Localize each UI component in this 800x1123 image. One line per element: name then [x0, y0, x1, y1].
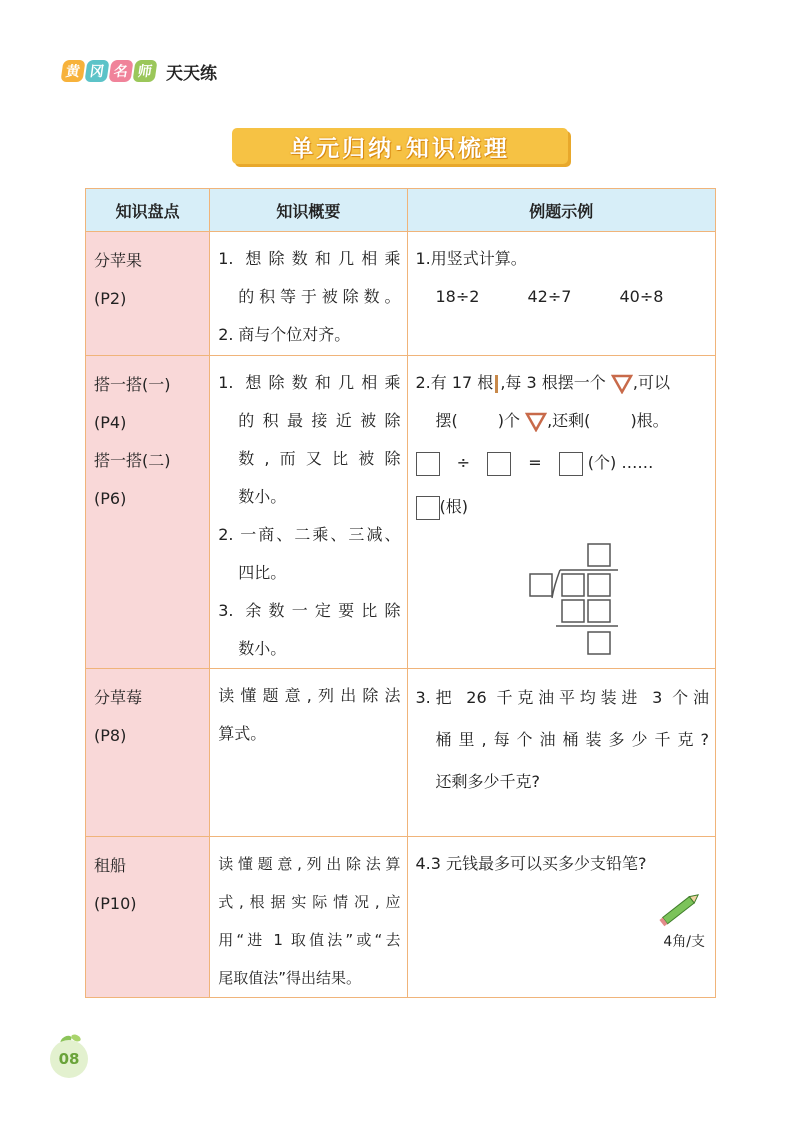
summary-line: 数小。	[238, 639, 287, 658]
brand-char: 师	[132, 60, 157, 82]
summary-line: 1. 想除数和几相乘	[218, 373, 401, 392]
summary-line: 数,而又比被除	[238, 449, 401, 468]
example-question: 1.用竖式计算。	[415, 249, 527, 268]
header-summary: 知识概要	[210, 189, 407, 232]
equation-line: ÷ = (个) ……	[416, 444, 710, 482]
topic-name: 搭一搭(二)	[94, 451, 171, 470]
example-line: 摆( )个 ,还剩( )根。	[435, 411, 669, 430]
summary-line: 四比。	[238, 563, 287, 582]
brand-char: 冈	[84, 60, 109, 82]
section-banner	[232, 128, 568, 164]
brand-logo	[62, 58, 217, 84]
triangle-icon	[611, 374, 633, 394]
topic-cell	[86, 232, 210, 356]
summary-cell	[210, 669, 407, 837]
summary-line: 用“进 1 取值法”或“去	[218, 931, 401, 949]
topic-name: 分苹果	[94, 251, 143, 270]
summary-line: 2. 商与个位对齐。	[218, 325, 351, 344]
summary-line: 2. 一商、二乘、三减、	[218, 525, 401, 544]
summary-line: 1. 想除数和几相乘	[218, 249, 401, 268]
summary-line: 的积等于被除数。	[238, 287, 401, 306]
table-row	[86, 232, 716, 356]
example-line: 还剩多少千克?	[435, 772, 540, 791]
example-cell	[407, 232, 716, 356]
example-question: 4.3 元钱最多可以买多少支铅笔?	[415, 854, 647, 873]
topic-page: (P2)	[94, 289, 127, 308]
pencil-price: 4角/支	[663, 934, 705, 950]
table-header-row	[86, 189, 716, 232]
remainder-line: (根)	[416, 488, 710, 526]
triangle-icon	[525, 412, 547, 432]
header-topic: 知识盘点	[86, 189, 210, 232]
summary-line: 的积最接近被除	[238, 411, 401, 430]
answer-box[interactable]	[416, 496, 440, 520]
topic-page: (P4)	[94, 413, 127, 432]
example-line: 3.把 26 千克油平均装进 3 个油	[415, 688, 709, 707]
long-division-frame	[520, 542, 640, 662]
topic-page: (P8)	[94, 726, 127, 745]
topic-name: 搭一搭(一)	[94, 375, 171, 394]
example-cell	[407, 837, 716, 998]
stick-icon	[495, 375, 498, 393]
table-row	[86, 356, 716, 669]
topic-page: (P10)	[94, 894, 137, 913]
summary-line: 读懂题意,列出除法	[218, 686, 401, 705]
summary-line: 式,根据实际情况,应	[218, 893, 401, 911]
topic-page: (P6)	[94, 489, 127, 508]
table-row	[86, 837, 716, 998]
example-cell	[407, 356, 716, 669]
summary-line: 读懂题意,列出除法算	[218, 855, 401, 873]
summary-line: 数小。	[238, 487, 287, 506]
summary-cell	[210, 356, 407, 669]
summary-cell	[210, 232, 407, 356]
brand-char: 黄	[60, 60, 85, 82]
example-line: 桶里,每个油桶装多少千克?	[435, 730, 709, 749]
example-items	[416, 278, 710, 316]
calc-item: 40÷8	[619, 287, 664, 306]
answer-box[interactable]	[559, 452, 583, 476]
brand-char: 名	[108, 60, 133, 82]
summary-line: 尾取值法”得出结果。	[218, 969, 361, 987]
calc-item: 42÷7	[527, 287, 572, 306]
brand-subtitle: 天天练	[166, 63, 217, 84]
topic-cell	[86, 669, 210, 837]
knowledge-table	[85, 188, 716, 998]
answer-box[interactable]	[487, 452, 511, 476]
calc-item: 18÷2	[435, 287, 480, 306]
topic-cell	[86, 837, 210, 998]
summary-line: 3. 余数一定要比除	[218, 601, 401, 620]
section-title: 单元归纳·知识梳理	[290, 135, 510, 162]
answer-box[interactable]	[416, 452, 440, 476]
page-number: 08	[50, 1040, 88, 1078]
example-cell	[407, 669, 716, 837]
example-line: 2.有 17 根 ,每 3 根摆一个 ,可以	[415, 373, 670, 392]
summary-cell	[210, 837, 407, 998]
header-example: 例题示例	[407, 189, 716, 232]
topic-name: 租船	[94, 856, 127, 875]
topic-cell	[86, 356, 210, 669]
table-row	[86, 669, 716, 837]
topic-name: 分草莓	[94, 688, 143, 707]
summary-line: 算式。	[218, 724, 267, 743]
